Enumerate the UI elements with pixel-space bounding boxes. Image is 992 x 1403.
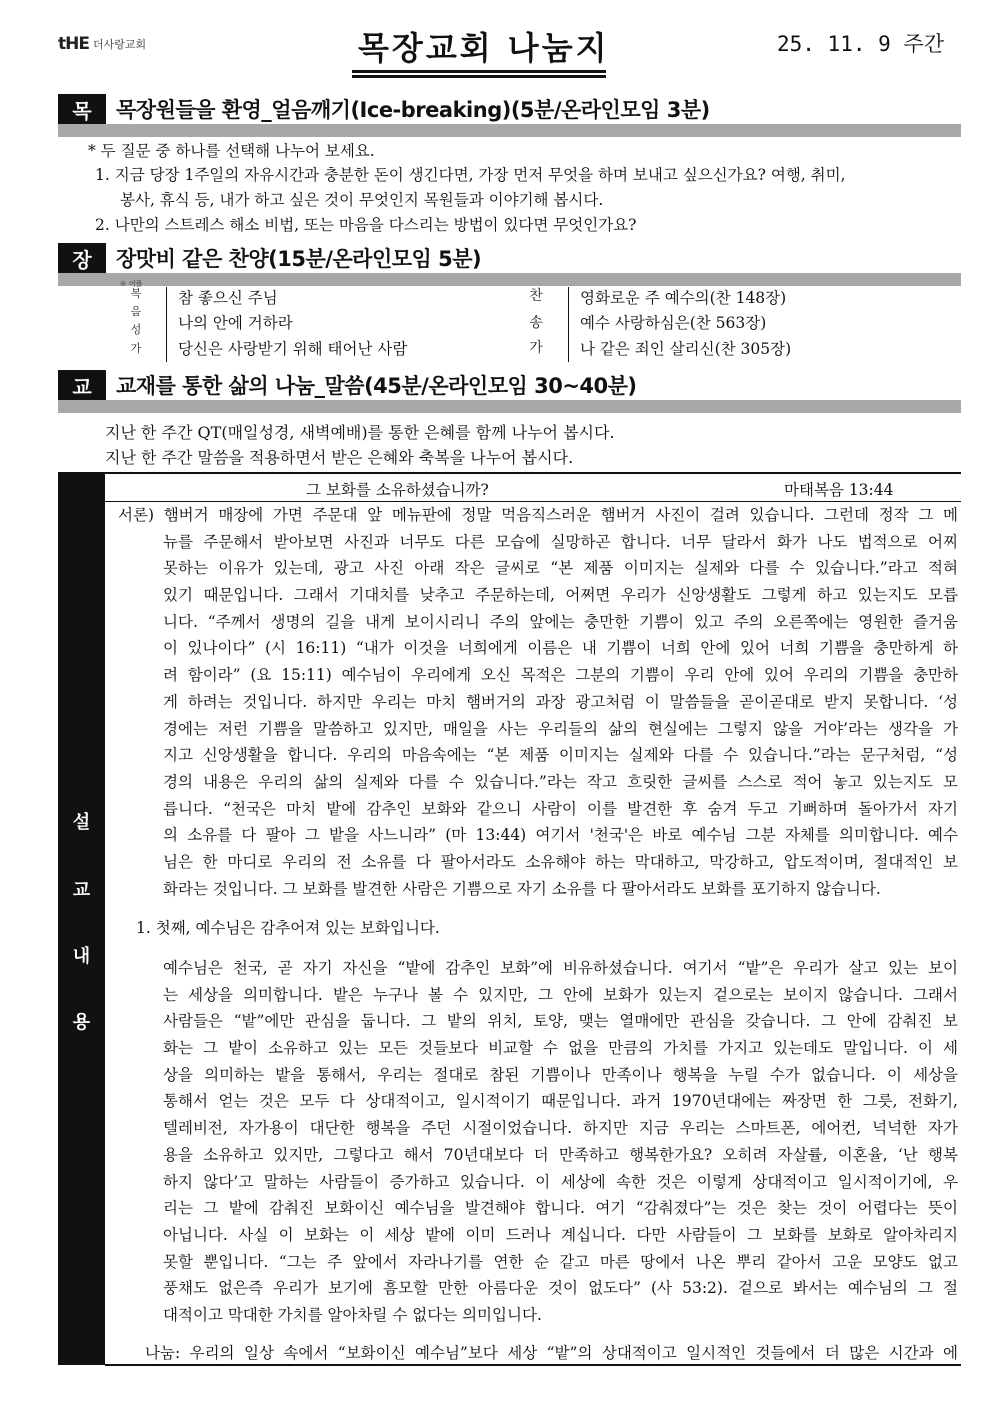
label-app-note: ※ 어플	[119, 280, 143, 288]
body-line: 는 세상을 의미합니다. 밭은 누구나 볼 수 있지만, 그 안에 보화가 있는지 겉으로는 보이지 않습니다. 그래서	[163, 985, 958, 1004]
page-title: 목장교회 나눔지	[358, 29, 610, 67]
point-1-heading: 1. 첫째, 예수님은 감추어져 있는 보화입니다.	[136, 919, 440, 937]
body-line: 상을 의미하는 밭을 통해서, 우리는 절대로 참된 기쁨이나 만족이나 행복을 누릴 수가 없습니다. 이 세상을	[163, 1065, 958, 1084]
question-1-line2: 봉사, 휴식 등, 내가 하고 싶은 것이 무엇인지 목원들과 이야기해 봅시다.	[120, 191, 604, 209]
side-char: 내	[72, 946, 91, 967]
hymn-1: 영화로운 주 예수의(찬 148장)	[580, 289, 787, 307]
section-heading: 장맛비 같은 찬양(15분/온라인모임 5분)	[116, 247, 482, 271]
section-header-word	[58, 370, 961, 400]
column-divider	[166, 287, 167, 362]
label-gospel-1: 복	[130, 287, 142, 300]
share-prompt-2: 지난 한 주간 말씀을 적용하면서 받은 은혜와 축복을 나누어 봅시다.	[105, 448, 574, 467]
side-char: 설	[72, 812, 91, 833]
side-char: 용	[72, 1012, 91, 1033]
label-gospel-3: 성	[130, 323, 142, 336]
intro-line: 릅니다. “천국은 마치 밭에 감추인 보화와 같으니 사람이 이를 발견한 후 숨겨 두고 기뻐하며 돌아가서 자기	[163, 799, 958, 818]
body-line: 사람들은 “밭”에만 관심을 둡니다. 그 밭의 위치, 토양, 맺는 열매에만 관심을 갖습니다. 그 안에 감춰진 보	[163, 1012, 958, 1031]
body-line: 화는 그 밭이 소유하고 있는 모든 것들보다 비교할 수 없을 만큼의 가치를 가지고 있는데도 말입니다. 이 세	[163, 1039, 958, 1058]
share-prompt-1: 지난 한 주간 QT(매일성경, 새벽예배)를 통한 은혜를 함께 나누어 봅시다.	[105, 423, 615, 442]
label-hymn-1: 찬	[529, 288, 543, 304]
column-divider	[568, 287, 569, 362]
instruction-note: * 두 질문 중 하나를 선택해 나누어 보세요.	[88, 142, 375, 160]
label-gospel-4: 가	[130, 342, 142, 355]
body-line: 용을 소유하고 있지만, 그렇다고 해서 70년대보다 더 만족하고 행복한가요? 오히려 자살률, 이혼율, ‘난 행복	[163, 1145, 958, 1164]
intro-line: 경에는 저런 기쁨을 말씀하고 있지만, 매일을 사는 우리들의 삶의 현실에는 그렇지 않을 거야’라는 생각을 가	[163, 719, 958, 738]
scripture-reference: 마태복음 13:44	[784, 481, 894, 499]
sermon-side-label	[58, 472, 105, 1365]
intro-line: 있기 때문입니다. 그래서 기대치를 낮추고 주문하는데, 어쩌면 우리가 신앙생활도 그렇게 하고 있는지도 모릅	[163, 586, 958, 605]
intro-line: 뉴를 주문해서 받아보면 사진과 너무도 다른 모습에 실망하곤 합니다. 너무 달라서 화가 나도 법적으로 어찌	[163, 532, 958, 551]
intro-line: 지고 신앙생활을 합니다. 우리의 마음속에는 “본 제품 이미지는 실제와 다를 수 있습니다.”라는 문구처럼, “성	[163, 746, 958, 765]
question-1-line1: 1. 지금 당장 1주일의 자유시간과 충분한 돈이 생긴다면, 가장 먼저 무엇을 하며 보내고 싶으신가요? 여행, 취미,	[95, 166, 846, 184]
sharing-question	[145, 1340, 958, 1367]
section-rule	[58, 400, 961, 413]
label-hymn-2: 송	[529, 315, 543, 331]
body-line: 예수님은 천국, 곧 자기 자신을 “밭에 감추인 보화”에 비유하셨습니다. 여기서 “밭”은 우리가 살고 있는 보이	[163, 959, 958, 977]
section-badge: 목	[58, 94, 106, 124]
intro-line: 려 함이라” (요 15:11) 예수님이 우리에게 오신 목적은 그분의 기쁨이 우리 안에 있어 우리의 기쁨을 충만하	[163, 666, 958, 685]
section-rule	[58, 273, 961, 286]
body-line: 대적이고 막대한 가치를 알아차릴 수 없다는 의미입니다.	[163, 1305, 542, 1324]
side-char: 교	[72, 880, 91, 901]
label-gospel-2: 음	[130, 305, 142, 318]
section-heading: 목장원들을 환영_얼음깨기(Ice-breaking)(5분/온라인모임 3분)	[116, 98, 710, 122]
intro-line: 이 있나이다” (시 16:11) “내가 이것을 너희에게 이름은 내 기쁨이 너희 안에 있어 너희 기쁨을 충만하게 하	[163, 639, 958, 658]
sermon-intro	[118, 502, 958, 902]
intro-line: 니다. “주께서 생명의 길을 내게 보이시리니 주의 앞에는 충만한 기쁨이 있고 주의 오른쪽에는 영원한 즐거움	[163, 612, 958, 631]
body-line: 통해서 얻는 것은 모두 다 상대적이고, 일시적이기 때문입니다. 과거 1970년대에는 짜장면 한 그릇, 전화기,	[163, 1092, 958, 1111]
intro-line: 의 소유를 다 팔아 그 밭을 사느니라” (마 13:44) 여기서 '천국'은 바로 예수님 그분 자체를 의미합니다. 예수	[163, 826, 958, 845]
logo-mark: tHE	[58, 34, 89, 54]
body-line: 못할 뿐입니다. “그는 주 앞에서 자라나기를 연한 순 같고 마른 땅에서 나온 뿌리 같아서 고운 모양도 없고	[163, 1252, 958, 1271]
title-underline	[352, 75, 606, 78]
share-line: 나눔: 우리의 일상 속에서 “보화이신 예수님”보다 세상 “밭”의 상대적이고 일시적인 것들에서 더 많은 시간과 에	[145, 1344, 958, 1362]
church-logo	[58, 34, 146, 54]
point-1-body	[163, 955, 958, 1329]
body-line: 풍채도 없은즉 우리가 보기에 흠모할 만한 아름다운 것이 없도다” (사 53:2). 겉으로 봐서는 예수님의 그 절	[163, 1279, 958, 1298]
body-line: 하지 않다’고 말하는 사람들이 증가하고 있습니다. 이 세상에 속한 것은 이렇게 상대적이고 일시적이기에, 우	[163, 1172, 958, 1191]
section-header-icebreaking	[58, 94, 961, 124]
section-badge: 교	[58, 370, 106, 400]
section-heading: 교재를 통한 삶의 나눔_말씀(45분/온라인모임 30~40분)	[116, 374, 637, 398]
sermon-title: 그 보화를 소유하셨습니까?	[306, 481, 489, 499]
gospel-song-3: 당신은 사랑받기 위해 태어난 사람	[178, 340, 408, 358]
section-header-praise	[58, 243, 961, 273]
song-list	[118, 280, 818, 362]
logo-name: 더사랑교회	[92, 38, 147, 51]
section-rule	[58, 124, 961, 137]
intro-line: 화라는 것입니다. 그 보화를 발견한 사람은 기쁨으로 자기 소유를 다 팔아서라도 보화를 포기하지 않습니다.	[163, 879, 881, 898]
section-badge: 장	[58, 243, 106, 273]
hymn-2: 예수 사랑하심은(찬 563장)	[580, 314, 767, 332]
body-line: 리는 그 밭에 감춰진 보화이신 예수님을 발견해야 합니다. 여기 “감춰졌다”는 것은 찾는 것이 어렵다는 뜻이	[163, 1199, 958, 1218]
intro-line: 님은 한 마디로 우리의 전 소유를 다 팔아서라도 소유해야 하는 막대하고, 막강하고, 압도적이며, 절대적인 보	[163, 852, 958, 871]
title-underline	[352, 70, 606, 73]
intro-line: 서론) 햄버거 매장에 가면 주문대 앞 메뉴판에 정말 먹음직스러운 햄버거 사진이 걸려 있습니다. 그런데 정작 그 메	[118, 506, 958, 524]
hymn-3: 나 같은 죄인 살리신(찬 305장)	[580, 340, 792, 358]
divider	[58, 472, 961, 474]
body-line: 아닙니다. 사실 이 보화는 이 세상 밭에 이미 드러나 계십니다. 다만 사람들이 그 보화를 보화로 알아차리지	[163, 1225, 958, 1244]
issue-date: 25. 11. 9 주간	[776, 32, 944, 56]
question-2: 2. 나만의 스트레스 해소 비법, 또는 마음을 다스리는 방법이 있다면 무엇인가요?	[95, 216, 637, 234]
gospel-song-1: 참 좋으신 주님	[178, 289, 278, 307]
body-line: 텔레비전, 자가용이 대단한 행복을 주던 시절이었습니다. 하지만 지금 우리는 스마트폰, 에어컨, 넉넉한 자가	[163, 1119, 958, 1138]
intro-line: 못하는 이유가 있는데, 광고 사진 아래 작은 글씨로 “본 제품 이미지는 실제와 다를 수 있습니다.”라고 적혀	[163, 559, 958, 578]
intro-line: 경의 내용은 우리의 삶의 실제와 다를 수 있습니다.”라는 작고 흐릿한 글씨를 스스로 적어 놓고 있는지도 모	[163, 772, 958, 791]
label-hymn-3: 가	[529, 340, 543, 356]
intro-line: 게 하려는 것입니다. 하지만 우리는 마치 햄버거의 과장 광고처럼 이 말씀들을 곧이곧대로 받지 못합니다. ‘성	[163, 692, 958, 711]
gospel-song-2: 나의 안에 거하라	[178, 314, 293, 332]
